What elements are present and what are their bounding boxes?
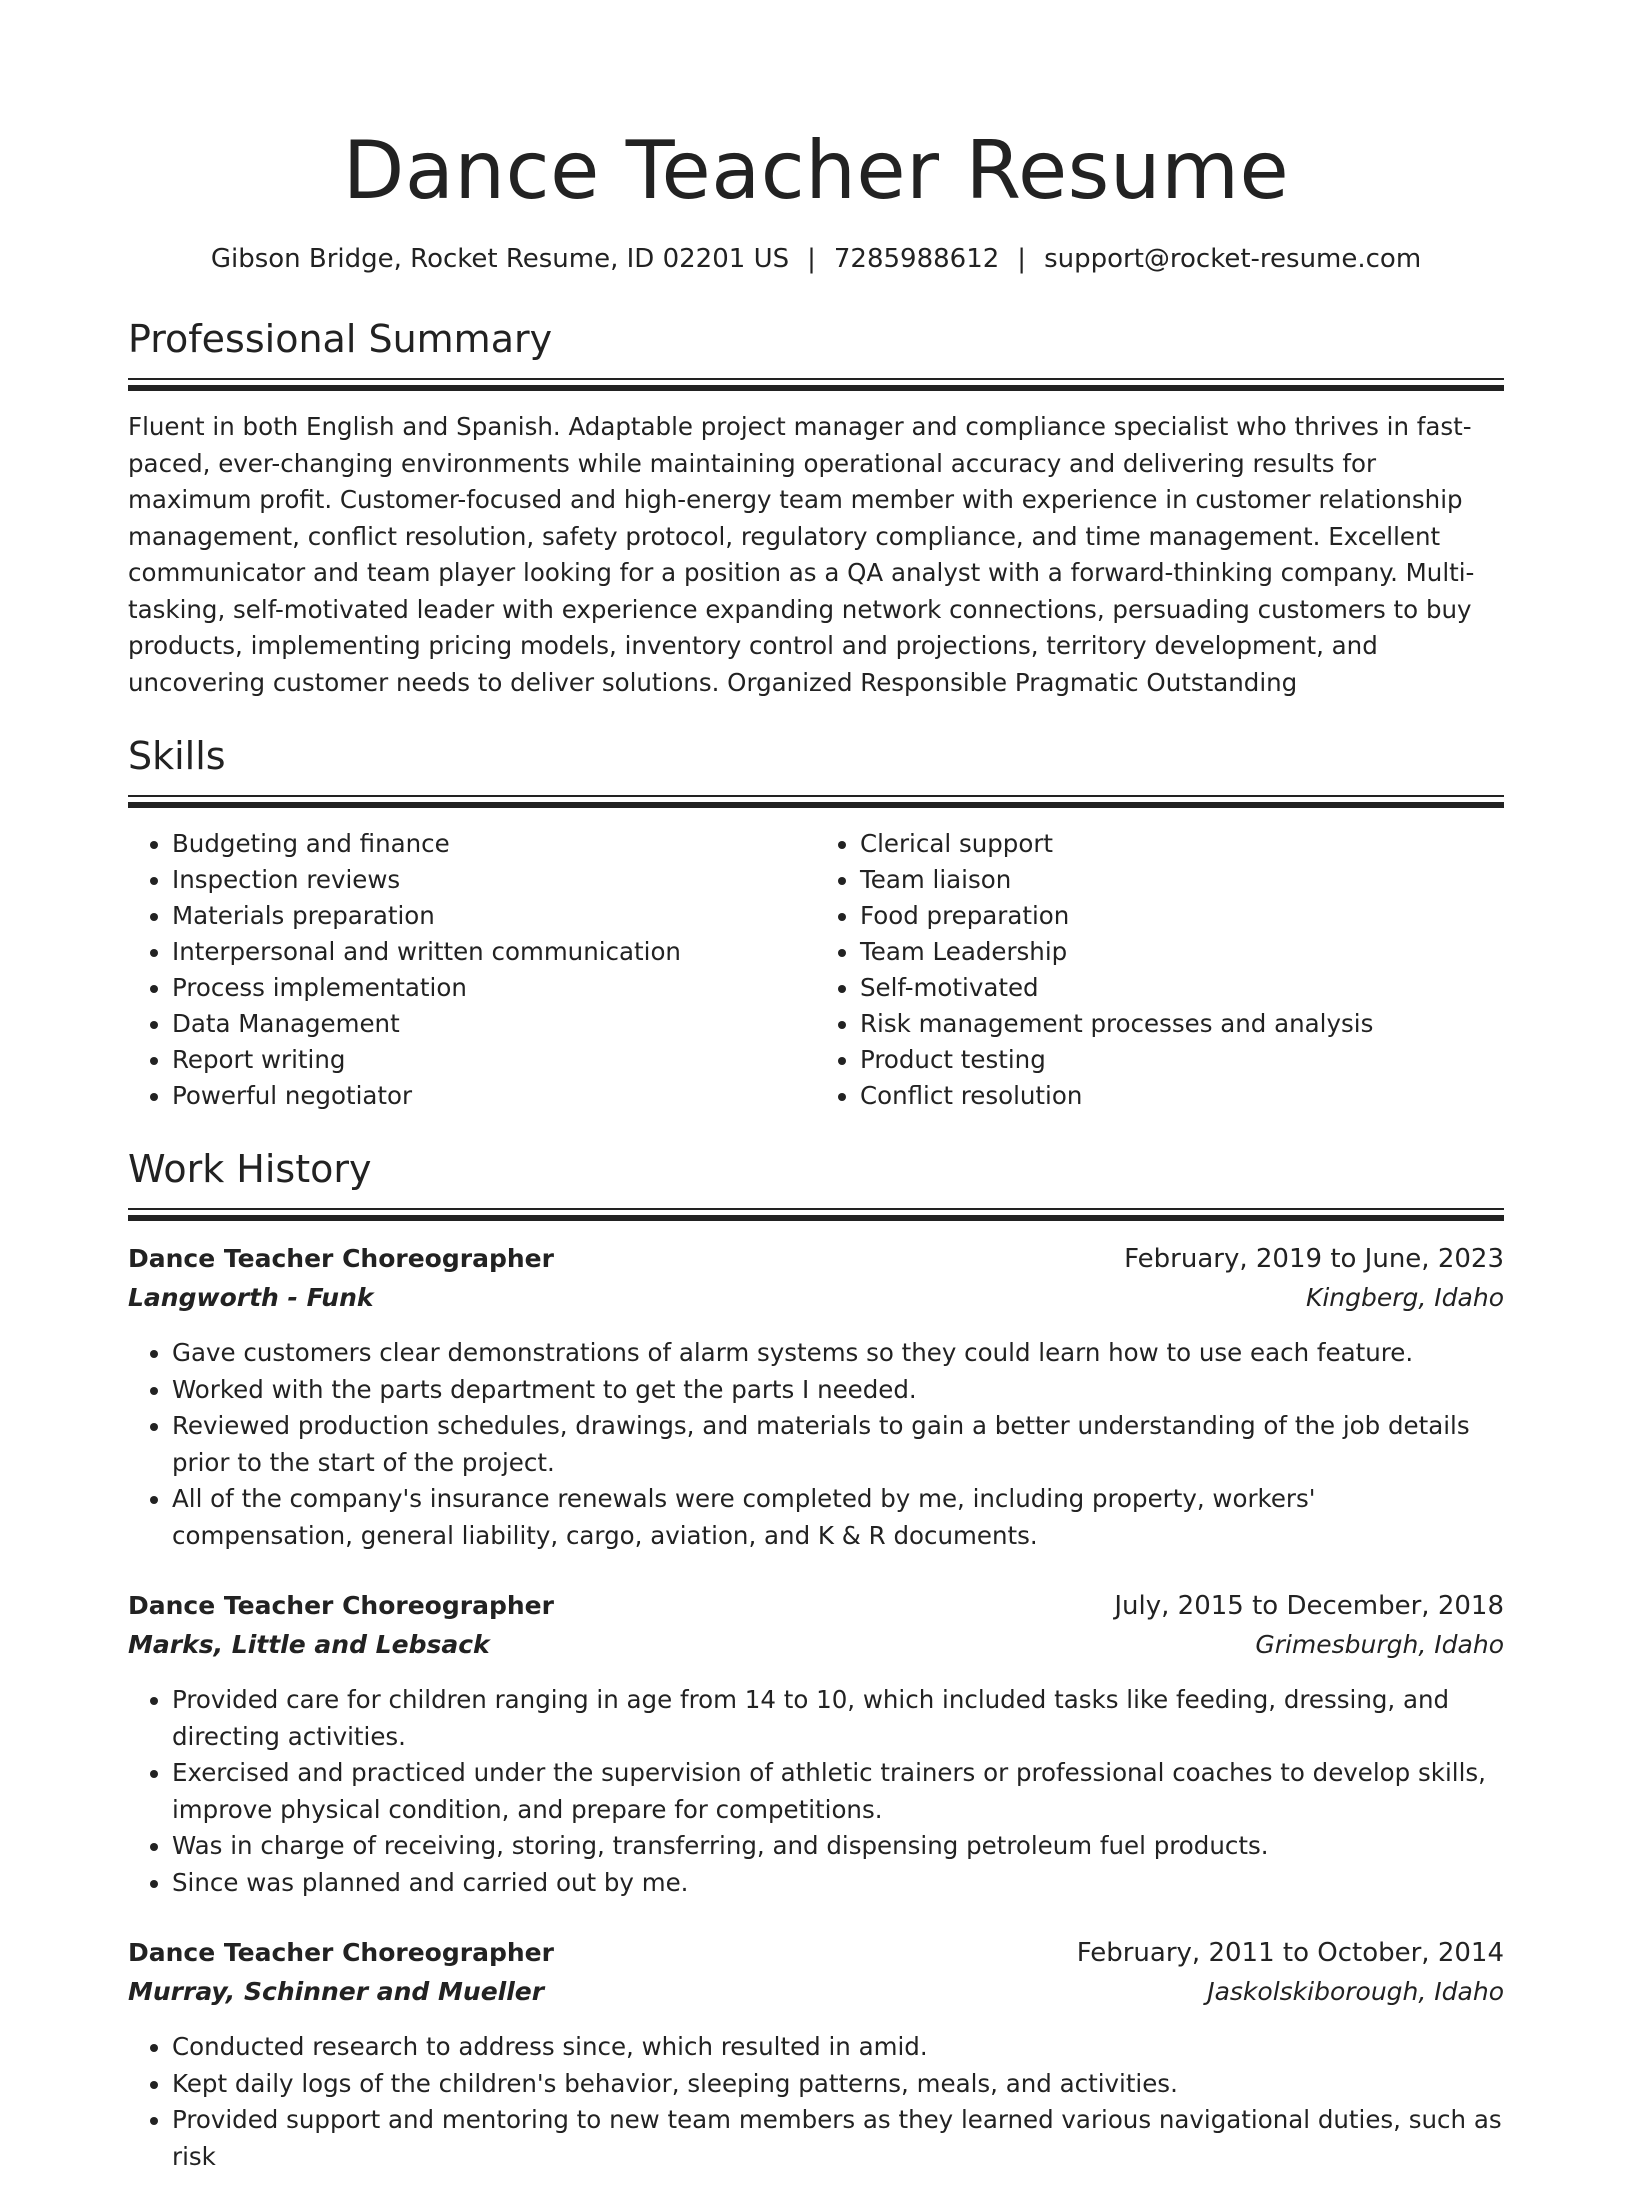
skill-item: • Conflict resolution [860,1078,1504,1114]
job-title: Dance Teacher Choreographer [128,1244,554,1273]
skill-item: • Powerful negotiator [172,1078,816,1114]
contact-separator: | [1017,244,1027,274]
job-bullet: • Kept daily logs of the children's behavior, sleeping patterns, meals, and activities. [172,2066,1504,2103]
job-bullets [128,1682,1504,1901]
section-divider [128,1208,1504,1221]
summary-heading: Professional Summary [128,317,553,361]
skill-item: • Team liaison [860,862,1504,898]
contact-phone: 7285988612 [833,244,1000,274]
section-divider [128,378,1504,391]
contact-address: Gibson Bridge, Rocket Resume, ID 02201 US [210,244,790,274]
work-history-heading: Work History [128,1147,372,1191]
job-bullet: • All of the company's insurance renewals were completed by me, including property, workers' compensation, general liability, cargo, aviation, and K & R documents. [172,1481,1504,1554]
job-location: Grimesburgh, Idaho [1255,1630,1504,1659]
skill-item: • Report writing [172,1042,816,1078]
skill-item: • Process implementation [172,970,816,1006]
job-bullet: • Reviewed production schedules, drawings, and materials to gain a better understanding of the job details prior to the start of the project. [172,1408,1504,1481]
job-bullet: • Was in charge of receiving, storing, transferring, and dispensing petroleum fuel products. [172,1828,1504,1865]
job-header [128,1239,1504,1279]
job-bullet: • Worked with the parts department to get the parts I needed. [172,1372,1504,1409]
job-header [128,1933,1504,1973]
job-entry [128,1586,1504,1901]
skill-item: • Budgeting and finance [172,826,816,862]
resume-content [128,118,1504,2207]
job-bullet: • Exercised and practiced under the supervision of athletic trainers or professional coaches to develop skills, improve physical condition, and prepare for competitions. [172,1755,1504,1828]
job-dates: July, 2015 to December, 2018 [1114,1591,1504,1621]
job-location: Jaskolskiborough, Idaho [1207,1977,1504,2006]
job-company: Marks, Little and Lebsack [128,1630,490,1659]
skill-item: • Team Leadership [860,934,1504,970]
job-subheader [128,1279,1504,1317]
contact-separator: | [807,244,816,274]
skill-item: • Data Management [172,1006,816,1042]
job-entry [128,1239,1504,1554]
job-dates: February, 2011 to October, 2014 [1076,1938,1504,1968]
job-bullet: • Gave customers clear demonstrations of alarm systems so they could learn how to use each feature. [172,1335,1504,1372]
job-entry [128,1933,1504,2175]
contact-email[interactable]: support@rocket-resume.com [1044,244,1422,274]
job-company: Langworth - Funk [128,1283,374,1312]
skills-heading: Skills [128,734,226,778]
skill-item: • Product testing [860,1042,1504,1078]
skill-item: • Risk management processes and analysis [860,1006,1504,1042]
skills-list-right [816,826,1504,1114]
skill-item: • Inspection reviews [172,862,816,898]
resume-title: Dance Teacher Resume [342,124,1290,217]
job-bullet: • Provided support and mentoring to new team members as they learned various navigational duties, such as risk [172,2102,1504,2175]
summary-section [128,314,1504,701]
job-bullet: • Provided care for children ranging in age from 14 to 10, which included tasks like feeding, dressing, and directing activities. [172,1682,1504,1755]
job-bullet: • Conducted research to address since, which resulted in amid. [172,2029,1504,2066]
skill-item: • Food preparation [860,898,1504,934]
job-subheader [128,1626,1504,1664]
job-title: Dance Teacher Choreographer [128,1591,554,1620]
job-bullets [128,1335,1504,1554]
work-history-section [128,1144,1504,2175]
skill-item: • Clerical support [860,826,1504,862]
job-bullet: • Since was planned and carried out by me. [172,1865,1504,1902]
job-bullets [128,2029,1504,2175]
section-divider [128,795,1504,808]
skills-section [128,731,1504,1114]
skill-item: • Interpersonal and written communication [172,934,816,970]
job-company: Murray, Schinner and Mueller [128,1977,545,2006]
job-title: Dance Teacher Choreographer [128,1938,554,1967]
summary-text: Fluent in both English and Spanish. Adaptable project manager and compliance specialist who thrives in fast-paced, ever-changing environments while maintaining operational accuracy and delivering results for maximum profit. Customer-focused and high-energy team member with experience in customer relationship management, conflict resolution, safety protocol, regulatory compliance, and time management. Excellent communicator and team player looking for a position as a QA analyst with a forward-thinking company. Multi-tasking, self-motivated leader with experience expanding network connections, persuading customers to buy products, implementing pricing models, inventory control and projections, territory development, and uncovering customer needs to deliver solutions. Organized Responsible Pragmatic Outstanding [128,412,1475,697]
job-subheader [128,1973,1504,2011]
skill-item: • Materials preparation [172,898,816,934]
contact-line [128,240,1504,278]
job-location: Kingberg, Idaho [1305,1283,1504,1312]
skills-columns [128,826,1504,1114]
skill-item: • Self-motivated [860,970,1504,1006]
job-dates: February, 2019 to June, 2023 [1124,1244,1504,1274]
skills-list-left [128,826,816,1114]
job-header [128,1586,1504,1626]
